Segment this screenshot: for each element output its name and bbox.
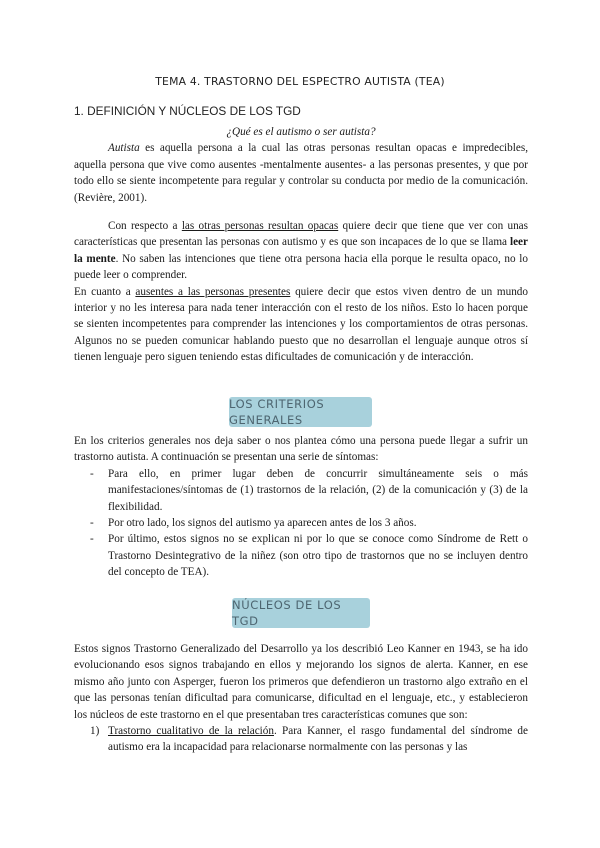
- question-line: ¿Qué es el autismo o ser autista?: [226, 126, 376, 138]
- paragraph-criterios: En los criterios generales nos deja saber o nos plantea cómo una persona puede llegar a sufrir un trastorno autista. A continuación se presentan una serie de síntomas:: [74, 435, 528, 464]
- criterios-block: [74, 433, 528, 581]
- list-item: - Para ello, en primer lugar deben de concurrir simultáneamente seis o más manifestaciones/síntomas de (1) trastornos de la relación, (2) de la comunicación y (3) de la flexibilidad.: [90, 467, 528, 513]
- list-item: - Por último, estos signos no se explican ni por lo que se conoce como Síndrome de Rett o Trastorno Desintegrativo de la niñez (son otro tipo de trastornos que no se incluyen dentro del concepto de TEA).: [90, 533, 528, 579]
- paragraph-opacas: Con respecto a las otras personas resultan opacas quiere decir que tiene que ver con unas características que presentan las personas con autismo y es que son incapaces de lo que se llama leer la mente. No saben las intenciones que tiene otra persona hacia ella porque le resulta opaco, no lo puede leer o comprender.: [74, 220, 528, 282]
- paragraph-ausentes: En cuanto a ausentes a las personas presentes quiere decir que estos viven dentro de un mundo interior y no les interesa para nada tener interacción con el resto de los niños. Esto lo hacen porque se sienten incompetentes para comprender las intenciones y los comportamientos de otras personas. Algunos no se pueden comunicar hablando puesto que no desarrollan el lenguaje aunque otros sí tienen lenguaje pero siguen teniendo estas dificultades de comunicación y de interacción.: [74, 285, 528, 364]
- criteria-list: [74, 466, 528, 581]
- paragraph-opacas-block: [74, 218, 528, 366]
- nucleos-block: [74, 641, 528, 756]
- section-badge-criterios: LOS CRITERIOS GENERALES: [229, 397, 372, 427]
- paragraph-nucleos: Estos signos Trastorno Generalizado del Desarrollo ya los describió Leo Kanner en 1943, se ha ido evolucionando esos signos trabajando en ellos y mejorando los signos de alerta. Kanner, en ese mismo año junto con Asperger, fueron los primeros que defendieron un trastorno algo extraño en el que las personas tenían dificultad para comunicarse, dificultad en el lenguaje, etc., y establecieron los núcleos de este trastorno en el que presentaban tres características comunes que son:: [74, 643, 528, 721]
- underlined-phrase: Trastorno cualitativo de la relación: [108, 725, 274, 738]
- document-title: TEMA 4. TRASTORNO DEL ESPECTRO AUTISTA (TEA): [155, 75, 445, 88]
- paragraph-definition: Autista es aquella persona a la cual las otras personas resultan opacas e impredecibles, aquella persona que vive como ausentes -mentalmente ausentes- a las personas presentes, y que por todo ello se siente incompetente para regular y controlar su conducta por medio de la comunicación. (Revière, 2001).: [74, 142, 528, 204]
- section-badge-nucleos: NÚCLEOS DE LOS TGD: [232, 598, 370, 628]
- bold-term: leer la mente: [74, 236, 528, 265]
- section-heading: 1. DEFINICIÓN Y NÚCLEOS DE LOS TGD: [74, 104, 301, 118]
- list-item: 1) Trastorno cualitativo de la relación. Para Kanner, el rasgo fundamental del síndrome de autismo era la incapacidad para relacionarse normalmente con las personas y las: [90, 725, 528, 754]
- underlined-phrase: ausentes a las personas presentes: [135, 285, 291, 298]
- intro-block: [74, 124, 528, 206]
- underlined-phrase: las otras personas resultan opacas: [181, 220, 339, 232]
- nucleos-list: [74, 723, 528, 756]
- lead-term: Autista: [108, 142, 140, 155]
- list-item: - Por otro lado, los signos del autismo ya aparecen antes de los 3 años.: [90, 517, 417, 530]
